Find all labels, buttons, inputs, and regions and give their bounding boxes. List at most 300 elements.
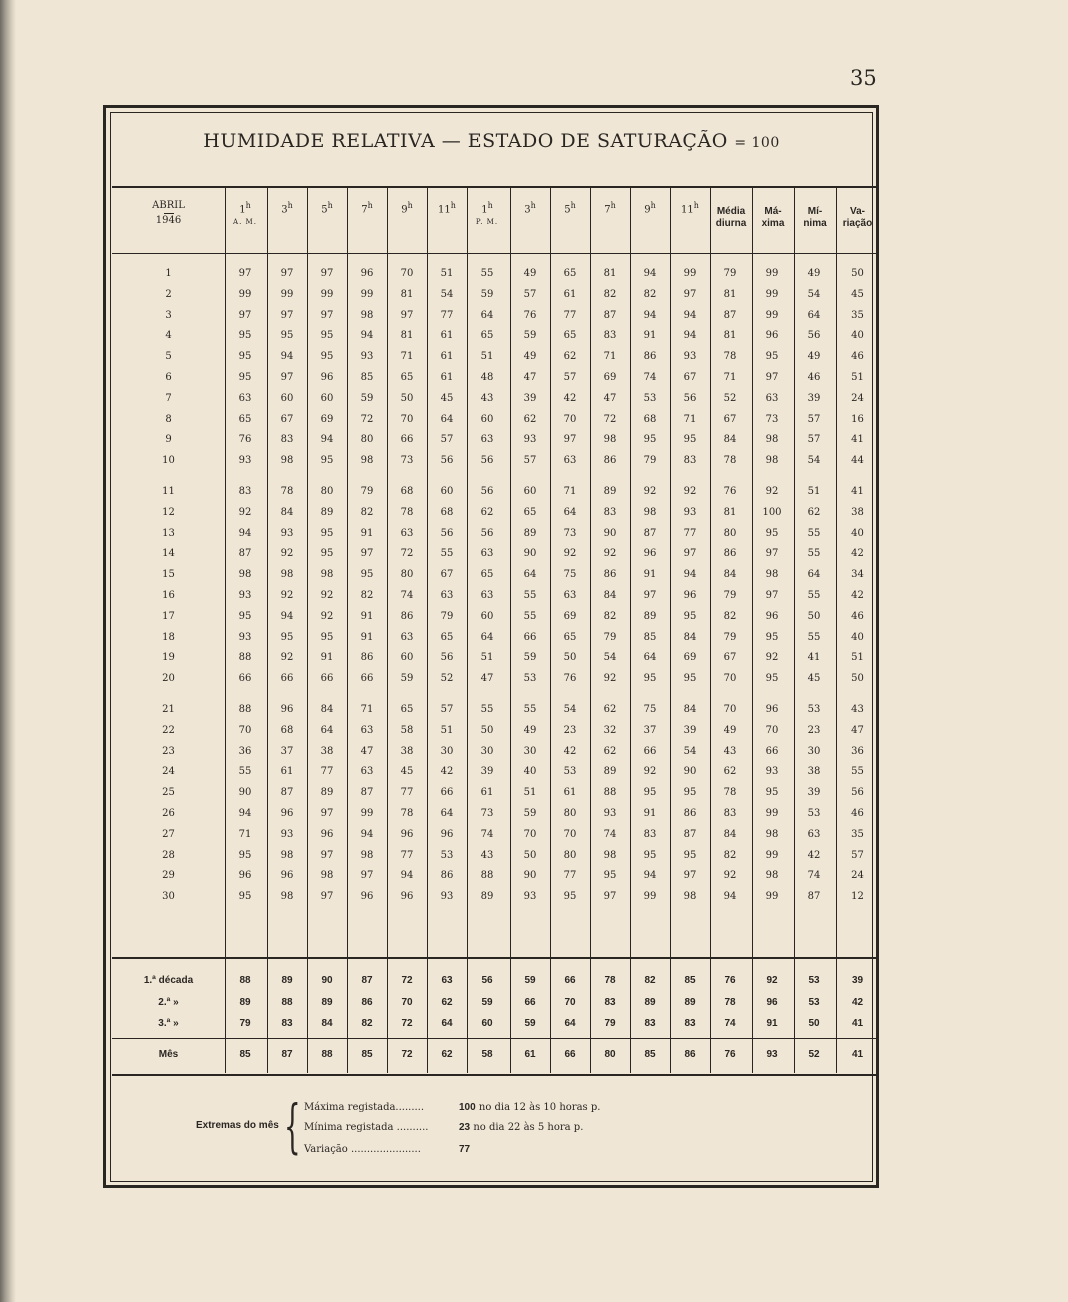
value-cell: 63 xyxy=(563,590,577,601)
value-cell: 96 xyxy=(440,828,454,840)
value-cell: 49 xyxy=(807,351,821,363)
table-row xyxy=(112,451,879,471)
stat-header-line: diurna xyxy=(715,218,747,229)
value-cell: 41 xyxy=(851,1049,864,1060)
value-cell: 64 xyxy=(480,309,494,321)
value-cell: 61 xyxy=(280,766,294,778)
value-cell: 56 xyxy=(851,787,864,799)
value-cell: 95 xyxy=(280,330,294,342)
value-cell: 92 xyxy=(643,486,657,497)
value-cell: 94 xyxy=(683,569,697,581)
table-row xyxy=(112,285,879,305)
value-cell: 65 xyxy=(440,631,454,643)
table-row xyxy=(112,971,879,991)
value-cell: 80 xyxy=(604,1049,616,1060)
value-cell: 51 xyxy=(440,724,454,736)
value-cell: 95 xyxy=(280,631,294,643)
value-cell: 44 xyxy=(851,455,864,467)
header-top-rule xyxy=(112,186,879,188)
value-cell: 89 xyxy=(281,975,293,986)
value-cell: 92 xyxy=(280,590,294,601)
row-label: 9 xyxy=(165,434,172,446)
value-cell: 53 xyxy=(807,704,821,715)
value-cell: 66 xyxy=(400,434,414,446)
value-cell: 63 xyxy=(807,828,821,840)
value-cell: 30 xyxy=(480,745,494,757)
value-cell: 66 xyxy=(523,631,537,643)
value-cell: 53 xyxy=(440,849,454,861)
value-cell: 63 xyxy=(765,392,779,404)
value-cell: 63 xyxy=(480,590,494,601)
table-row xyxy=(112,628,879,648)
value-cell: 68 xyxy=(643,413,657,425)
value-cell: 81 xyxy=(603,268,617,279)
max-value: 100 xyxy=(459,1102,476,1113)
min-label: Mínima registada .......... xyxy=(304,1122,429,1133)
value-cell: 70 xyxy=(238,724,252,736)
value-cell: 96 xyxy=(360,268,374,279)
value-cell: 60 xyxy=(320,392,334,404)
value-cell: 92 xyxy=(723,870,737,882)
hour-label: 3 xyxy=(524,204,531,216)
row-label: 13 xyxy=(162,527,175,539)
value-cell: 99 xyxy=(765,891,779,903)
value-cell: 93 xyxy=(360,351,374,363)
value-cell: 66 xyxy=(440,787,454,799)
value-cell: 82 xyxy=(603,610,617,622)
value-cell: 97 xyxy=(683,548,697,560)
header-hour-8 xyxy=(550,200,590,240)
value-cell: 78 xyxy=(724,997,736,1008)
value-cell: 73 xyxy=(480,808,494,819)
value-cell: 41 xyxy=(851,486,864,497)
value-cell: 88 xyxy=(239,975,251,986)
value-cell: 62 xyxy=(480,506,494,518)
value-cell: 16 xyxy=(851,413,864,425)
value-cell: 87 xyxy=(361,975,373,986)
value-cell: 96 xyxy=(400,891,414,903)
row-label: 1 xyxy=(165,268,172,279)
value-cell: 86 xyxy=(440,870,454,882)
row-label: 30 xyxy=(162,891,175,903)
value-cell: 42 xyxy=(851,590,864,601)
value-cell: 65 xyxy=(238,413,252,425)
value-cell: 61 xyxy=(524,1049,536,1060)
value-cell: 64 xyxy=(523,569,537,581)
value-cell: 95 xyxy=(643,673,657,685)
value-cell: 96 xyxy=(280,870,294,882)
table-row xyxy=(112,607,879,627)
header-hour-9 xyxy=(590,200,630,240)
row-label: 14 xyxy=(162,548,175,560)
value-cell: 80 xyxy=(360,434,374,446)
value-cell: 64 xyxy=(441,1018,453,1029)
value-cell: 35 xyxy=(851,309,864,321)
value-cell: 66 xyxy=(238,673,252,685)
value-cell: 55 xyxy=(523,704,537,715)
value-cell: 62 xyxy=(563,351,577,363)
value-cell: 69 xyxy=(320,413,334,425)
value-cell: 67 xyxy=(723,413,737,425)
value-cell: 96 xyxy=(280,704,294,715)
value-cell: 97 xyxy=(683,870,697,882)
hour-sup: h xyxy=(367,201,373,210)
value-cell: 87 xyxy=(683,828,697,840)
value-cell: 69 xyxy=(603,372,617,383)
value-cell: 47 xyxy=(480,673,494,685)
value-cell: 94 xyxy=(360,330,374,342)
value-cell: 74 xyxy=(480,828,494,840)
value-cell: 74 xyxy=(724,1018,736,1029)
value-cell: 63 xyxy=(238,392,252,404)
value-cell: 99 xyxy=(320,288,334,300)
value-cell: 86 xyxy=(684,1049,696,1060)
value-cell: 93 xyxy=(683,351,697,363)
value-cell: 64 xyxy=(440,413,454,425)
value-cell: 96 xyxy=(683,590,697,601)
table-row xyxy=(112,742,879,762)
value-cell: 55 xyxy=(807,548,821,560)
row-label: 3.ª » xyxy=(158,1018,179,1029)
value-cell: 60 xyxy=(400,652,414,664)
value-cell: 82 xyxy=(603,288,617,300)
value-cell: 73 xyxy=(563,527,577,539)
header-hour-0 xyxy=(225,200,265,240)
value-cell: 38 xyxy=(320,745,334,757)
hour-label: 9 xyxy=(401,204,408,216)
table-row xyxy=(112,648,879,668)
value-cell: 66 xyxy=(765,745,779,757)
value-cell: 79 xyxy=(723,268,737,279)
value-cell: 63 xyxy=(400,631,414,643)
value-cell: 78 xyxy=(723,351,737,363)
hour-sup: h xyxy=(450,201,456,210)
title-text: HUMIDADE RELATIVA — ESTADO DE SATURAÇÃO xyxy=(203,130,728,152)
value-cell: 65 xyxy=(563,631,577,643)
table-title xyxy=(112,130,871,152)
value-cell: 79 xyxy=(723,590,737,601)
row-label: 7 xyxy=(165,392,172,404)
value-cell: 91 xyxy=(320,652,334,664)
value-cell: 88 xyxy=(281,997,293,1008)
value-cell: 61 xyxy=(563,288,577,300)
table-row xyxy=(112,326,879,346)
value-cell: 91 xyxy=(360,631,374,643)
value-cell: 41 xyxy=(851,434,864,446)
value-cell: 42 xyxy=(807,849,821,861)
row-label: 4 xyxy=(165,330,172,342)
hour-label: 7 xyxy=(361,204,368,216)
extremes-title: Extremas do mês xyxy=(196,1120,279,1131)
table-row xyxy=(112,887,879,907)
value-cell: 56 xyxy=(440,455,454,467)
value-cell: 99 xyxy=(765,268,779,279)
value-cell: 90 xyxy=(523,870,537,882)
value-cell: 55 xyxy=(480,268,494,279)
table-row xyxy=(112,482,879,502)
value-cell: 70 xyxy=(723,704,737,715)
value-cell: 70 xyxy=(765,724,779,736)
header-month: ABRIL xyxy=(152,200,185,211)
stat-header-line: Má- xyxy=(764,206,782,217)
table-row xyxy=(112,565,879,585)
value-cell: 43 xyxy=(480,392,494,404)
value-cell: 86 xyxy=(603,455,617,467)
value-cell: 39 xyxy=(683,724,697,736)
value-cell: 83 xyxy=(603,330,617,342)
value-cell: 92 xyxy=(603,673,617,685)
value-cell: 56 xyxy=(480,527,494,539)
value-cell: 99 xyxy=(765,288,779,300)
value-cell: 42 xyxy=(440,766,454,778)
value-cell: 77 xyxy=(400,849,414,861)
table-row xyxy=(112,700,879,720)
value-cell: 87 xyxy=(603,309,617,321)
value-cell: 82 xyxy=(361,1018,373,1029)
value-cell: 84 xyxy=(603,590,617,601)
value-cell: 76 xyxy=(563,673,577,685)
header-stat-2 xyxy=(794,206,836,246)
value-cell: 52 xyxy=(808,1049,820,1060)
header-month-year xyxy=(112,200,225,240)
value-cell: 46 xyxy=(851,808,864,819)
value-cell: 72 xyxy=(401,975,413,986)
value-cell: 63 xyxy=(563,455,577,467)
value-cell: 70 xyxy=(400,268,414,279)
value-cell: 51 xyxy=(440,268,454,279)
value-cell: 55 xyxy=(807,590,821,601)
value-cell: 83 xyxy=(643,828,657,840)
value-cell: 80 xyxy=(563,849,577,861)
row-label: 22 xyxy=(162,724,175,736)
value-cell: 50 xyxy=(807,610,821,622)
extremes-section xyxy=(112,1092,871,1165)
value-cell: 93 xyxy=(765,766,779,778)
header-hour-5 xyxy=(427,200,467,240)
value-cell: 65 xyxy=(400,372,414,383)
value-cell: 54 xyxy=(563,704,577,715)
value-cell: 64 xyxy=(643,652,657,664)
value-cell: 64 xyxy=(807,569,821,581)
hour-sup: h xyxy=(245,201,251,210)
hour-sup: h xyxy=(570,201,576,210)
value-cell: 95 xyxy=(683,434,697,446)
value-cell: 78 xyxy=(604,975,616,986)
value-cell: 23 xyxy=(807,724,821,736)
value-cell: 89 xyxy=(321,997,333,1008)
value-cell: 69 xyxy=(563,610,577,622)
table-row xyxy=(112,347,879,367)
value-cell: 88 xyxy=(238,652,252,664)
row-label: 29 xyxy=(162,870,175,882)
value-cell: 95 xyxy=(238,610,252,622)
value-cell: 97 xyxy=(765,548,779,560)
value-cell: 84 xyxy=(723,569,737,581)
value-cell: 76 xyxy=(238,434,252,446)
row-label: 25 xyxy=(162,787,175,799)
table-row xyxy=(112,368,879,388)
value-cell: 36 xyxy=(238,745,252,757)
value-cell: 55 xyxy=(523,610,537,622)
value-cell: 47 xyxy=(523,372,537,383)
value-cell: 79 xyxy=(603,631,617,643)
value-cell: 94 xyxy=(643,309,657,321)
value-cell: 56 xyxy=(683,392,697,404)
value-cell: 89 xyxy=(603,766,617,778)
value-cell: 95 xyxy=(238,372,252,383)
header-hour-1 xyxy=(267,200,307,240)
value-cell: 66 xyxy=(643,745,657,757)
value-cell: 12 xyxy=(851,891,864,903)
value-cell: 55 xyxy=(851,766,864,778)
value-cell: 96 xyxy=(360,891,374,903)
value-cell: 45 xyxy=(807,673,821,685)
value-cell: 66 xyxy=(564,1049,576,1060)
row-label: 8 xyxy=(165,413,172,425)
value-cell: 61 xyxy=(440,351,454,363)
value-cell: 49 xyxy=(523,351,537,363)
stat-header-line: Va- xyxy=(849,206,865,217)
value-cell: 92 xyxy=(280,548,294,560)
value-cell: 66 xyxy=(360,673,374,685)
value-cell: 59 xyxy=(481,997,493,1008)
value-cell: 83 xyxy=(683,455,697,467)
value-cell: 98 xyxy=(603,849,617,861)
value-cell: 91 xyxy=(643,808,657,819)
value-cell: 42 xyxy=(851,997,864,1008)
table-row xyxy=(112,389,879,409)
value-cell: 71 xyxy=(360,704,374,715)
var-value: 77 xyxy=(459,1144,471,1155)
value-cell: 97 xyxy=(320,891,334,903)
table-row xyxy=(112,1014,879,1034)
value-cell: 93 xyxy=(523,434,537,446)
value-cell: 95 xyxy=(238,330,252,342)
value-cell: 97 xyxy=(360,548,374,560)
value-cell: 94 xyxy=(238,527,252,539)
value-cell: 78 xyxy=(400,808,414,819)
hour-sup: h xyxy=(650,201,656,210)
value-cell: 86 xyxy=(361,997,373,1008)
value-cell: 55 xyxy=(523,590,537,601)
value-cell: 57 xyxy=(851,849,864,861)
value-cell: 98 xyxy=(683,891,697,903)
value-cell: 30 xyxy=(807,745,821,757)
header-hour-7 xyxy=(510,200,550,240)
value-cell: 50 xyxy=(851,268,864,279)
value-cell: 80 xyxy=(320,486,334,497)
value-cell: 89 xyxy=(239,997,251,1008)
value-cell: 98 xyxy=(320,870,334,882)
table-row xyxy=(112,866,879,886)
value-cell: 63 xyxy=(400,527,414,539)
value-cell: 92 xyxy=(766,975,778,986)
value-cell: 66 xyxy=(564,975,576,986)
max-label: Máxima registada......... xyxy=(304,1102,425,1113)
value-cell: 63 xyxy=(440,590,454,601)
value-cell: 65 xyxy=(480,569,494,581)
value-cell: 48 xyxy=(480,372,494,383)
value-cell: 93 xyxy=(440,891,454,903)
row-label: 23 xyxy=(162,745,175,757)
value-cell: 93 xyxy=(238,455,252,467)
value-cell: 88 xyxy=(480,870,494,882)
value-cell: 42 xyxy=(563,392,577,404)
row-label: 15 xyxy=(162,569,175,581)
stat-header-line: Média xyxy=(716,206,746,217)
value-cell: 89 xyxy=(320,787,334,799)
value-cell: 52 xyxy=(723,392,737,404)
value-cell: 59 xyxy=(524,1018,536,1029)
value-cell: 77 xyxy=(683,527,697,539)
table-row xyxy=(112,721,879,741)
value-cell: 97 xyxy=(765,590,779,601)
value-cell: 43 xyxy=(723,745,737,757)
value-cell: 23 xyxy=(563,724,577,736)
value-cell: 90 xyxy=(321,975,333,986)
value-cell: 71 xyxy=(563,486,577,497)
value-cell: 92 xyxy=(765,652,779,664)
value-cell: 39 xyxy=(523,392,537,404)
value-cell: 87 xyxy=(238,548,252,560)
row-label: 17 xyxy=(162,610,175,622)
value-cell: 73 xyxy=(400,455,414,467)
value-cell: 84 xyxy=(320,704,334,715)
value-cell: 81 xyxy=(400,330,414,342)
book-spine-shadow xyxy=(0,0,16,1302)
row-label: 12 xyxy=(162,506,175,518)
value-cell: 72 xyxy=(401,1049,413,1060)
value-cell: 97 xyxy=(360,870,374,882)
row-label: 1.ª década xyxy=(143,975,194,986)
hour-sup: h xyxy=(693,201,699,210)
header-hour-6 xyxy=(467,200,507,240)
value-cell: 53 xyxy=(563,766,577,778)
value-cell: 67 xyxy=(440,569,454,581)
header-hour-2 xyxy=(307,200,347,240)
row-label: 5 xyxy=(165,351,172,363)
table-row xyxy=(112,825,879,845)
value-cell: 30 xyxy=(440,745,454,757)
value-cell: 66 xyxy=(320,673,334,685)
value-cell: 97 xyxy=(238,309,252,321)
hour-sup: h xyxy=(530,201,536,210)
value-cell: 57 xyxy=(807,413,821,425)
table-row xyxy=(112,306,879,326)
hour-label: 5 xyxy=(564,204,571,216)
value-cell: 86 xyxy=(360,652,374,664)
value-cell: 42 xyxy=(851,548,864,560)
value-cell: 63 xyxy=(480,548,494,560)
value-cell: 94 xyxy=(280,351,294,363)
value-cell: 47 xyxy=(851,724,864,736)
value-cell: 84 xyxy=(683,631,697,643)
hour-sup: h xyxy=(610,201,616,210)
value-cell: 55 xyxy=(238,766,252,778)
value-cell: 52 xyxy=(440,673,454,685)
value-cell: 57 xyxy=(440,434,454,446)
value-cell: 65 xyxy=(563,268,577,279)
value-cell: 78 xyxy=(400,506,414,518)
value-cell: 82 xyxy=(723,849,737,861)
value-cell: 98 xyxy=(765,828,779,840)
value-cell: 68 xyxy=(400,486,414,497)
value-cell: 78 xyxy=(723,455,737,467)
value-cell: 95 xyxy=(683,610,697,622)
value-cell: 83 xyxy=(604,997,616,1008)
value-cell: 95 xyxy=(765,527,779,539)
table-row xyxy=(112,762,879,782)
